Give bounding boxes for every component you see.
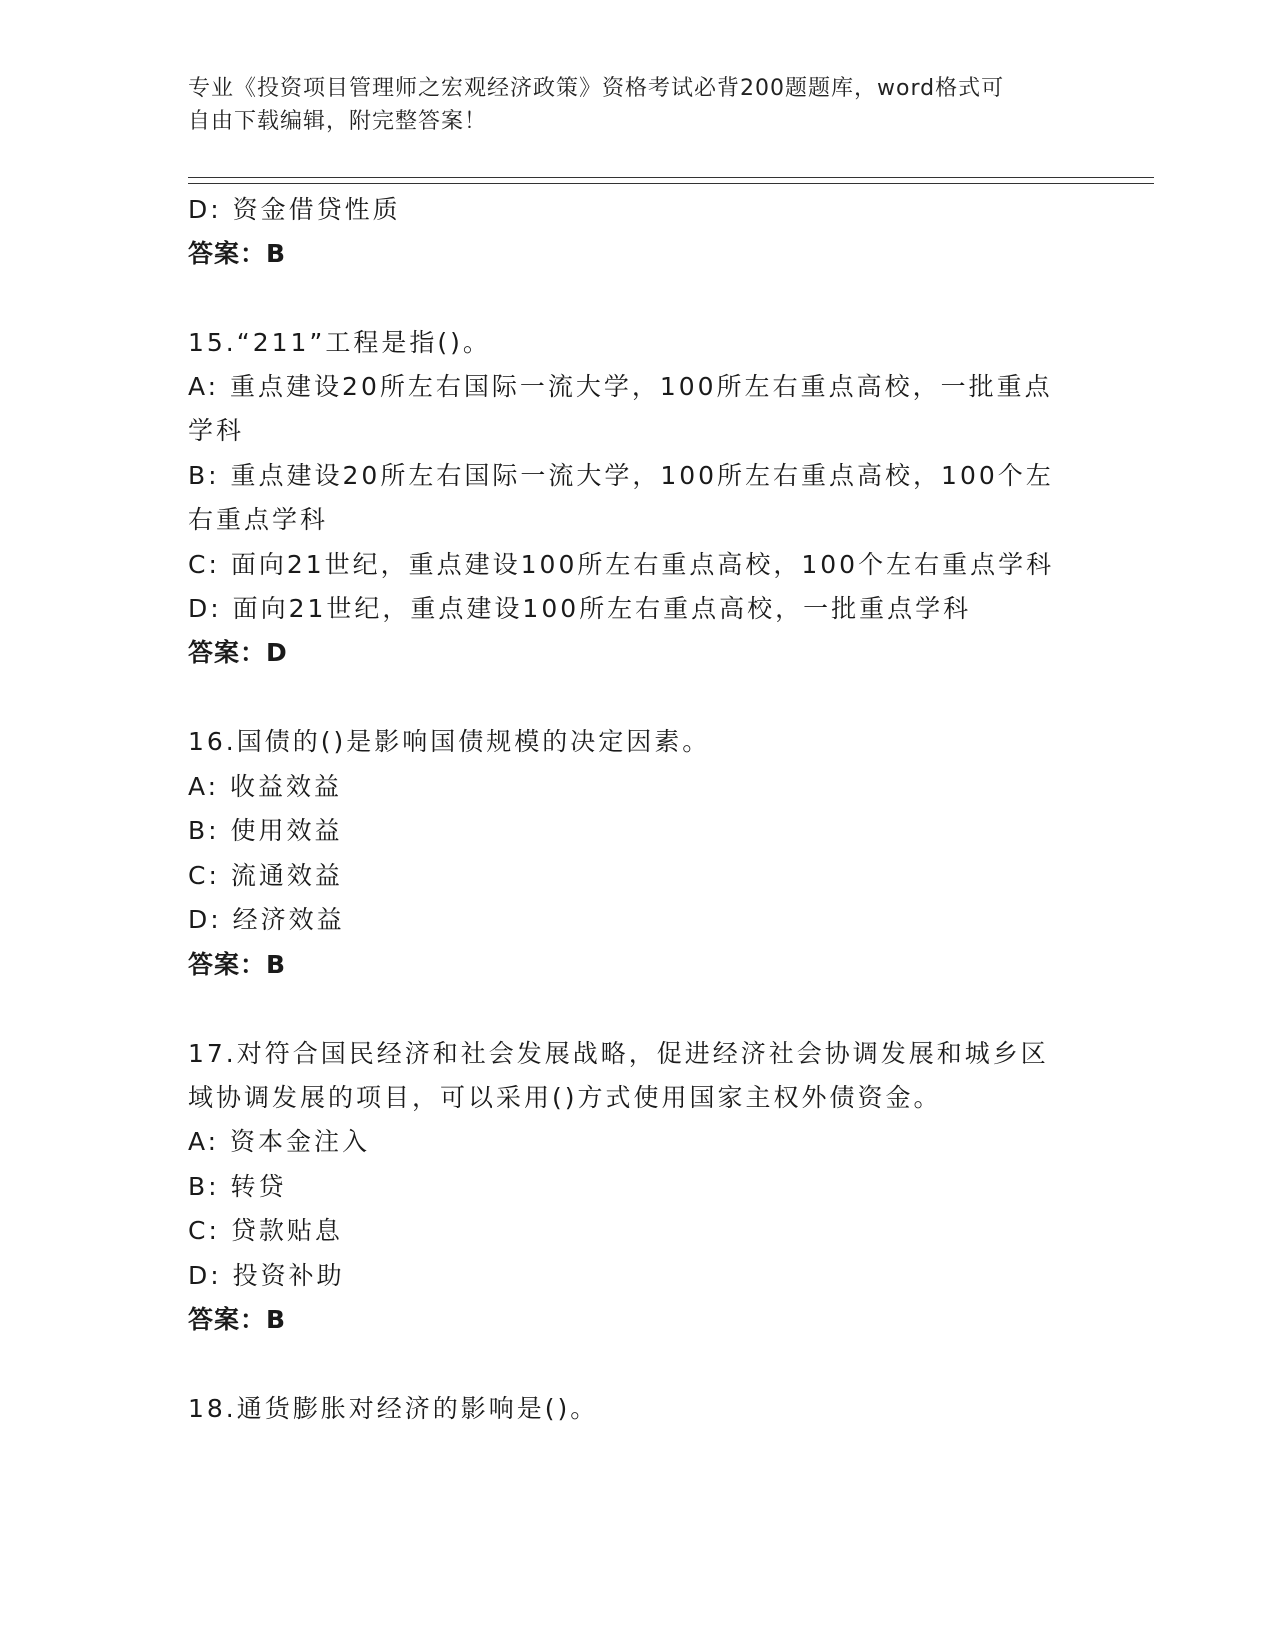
q14-option-d: D: 资金借贷性质 [188,195,401,224]
q16-answer: 答案：B [188,950,287,979]
q15-option-c: C: 面向21世纪，重点建设100所左右重点高校，100个左右重点学科 [188,550,1055,579]
q17-option-c: C: 贷款贴息 [188,1216,343,1245]
q16-question: 16.国债的()是影响国债规模的决定因素。 [188,727,711,756]
header-title-line-2: 自由下载编辑，附完整答案！ [188,109,488,134]
q17-question-line-1: 17.对符合国民经济和社会发展战略，促进经济社会协调发展和城乡区 [188,1039,1049,1068]
q16-option-b: B: 使用效益 [188,816,343,845]
q15-option-d: D: 面向21世纪，重点建设100所左右重点高校，一批重点学科 [188,594,972,623]
q15-option-a-line-1: A: 重点建设20所左右国际一流大学，100所左右重点高校，一批重点 [188,372,1053,401]
header-title-line-1: 专业《投资项目管理师之宏观经济政策》资格考试必背200题题库，word格式可 [188,76,1005,101]
q16-option-a: A: 收益效益 [188,772,343,801]
page-header [188,72,1068,138]
q16-option-c: C: 流通效益 [188,861,343,890]
q17-option-d: D: 投资补助 [188,1261,345,1290]
q17-option-b: B: 转贷 [188,1172,287,1201]
q17-option-a: A: 资本金注入 [188,1127,371,1156]
q17-answer: 答案：B [188,1305,287,1334]
q15-answer: 答案：D [188,638,288,667]
header-divider-top [188,177,1154,178]
q14-answer: 答案：B [188,239,287,268]
q15-question: 15.“211”工程是指()。 [188,328,491,357]
header-divider-bottom [188,183,1154,184]
q16-option-d: D: 经济效益 [188,905,345,934]
q18-question: 18.通货膨胀对经济的影响是()。 [188,1394,599,1423]
q17-question-line-2: 域协调发展的项目，可以采用()方式使用国家主权外债资金。 [188,1083,942,1112]
q15-option-a-line-2: 学科 [188,416,245,445]
q15-option-b-line-1: B: 重点建设20所左右国际一流大学，100所左右重点高校，100个左 [188,461,1054,490]
q15-option-b-line-2: 右重点学科 [188,505,329,534]
